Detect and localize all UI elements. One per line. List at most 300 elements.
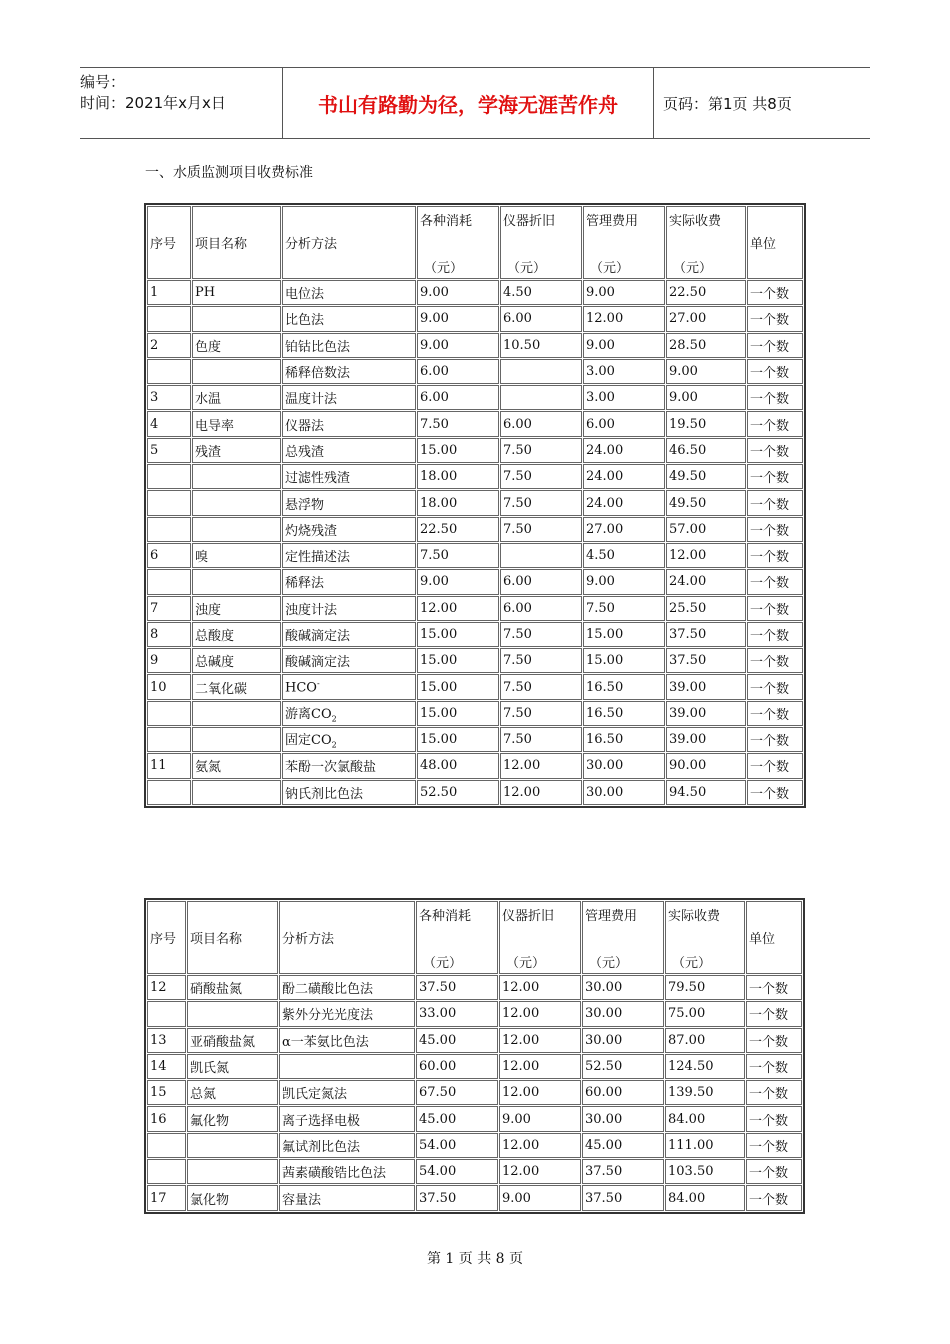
cell-actual: [666, 622, 746, 647]
cell-text: 水温: [195, 392, 222, 408]
cell-text: PH: [195, 285, 216, 301]
cell-text: 总残渣: [285, 444, 325, 460]
header-consumption: [417, 206, 499, 279]
cell-text: HCO: [285, 680, 317, 696]
cell-actual: [666, 543, 746, 568]
cell-text: 45.00: [419, 1111, 457, 1127]
cell-text: 7.50: [503, 705, 532, 721]
cell-text: 硝酸盐氮: [190, 982, 243, 998]
cell-text: 一个数: [750, 602, 790, 618]
cell-text: 12.00: [503, 784, 541, 800]
cell-method: [282, 385, 416, 410]
cell-text: 111.00: [668, 1137, 714, 1153]
cell-unit: [747, 490, 803, 515]
cell-actual: [666, 727, 746, 752]
cell-text: 12.00: [503, 758, 541, 774]
header-actual-label: 实际收费: [669, 214, 722, 229]
cell-depreciation: [500, 701, 582, 726]
fee-table-2: [144, 898, 805, 1214]
cell-consumption: [417, 333, 499, 358]
cell-seq: [147, 648, 191, 673]
cell-name: [192, 701, 281, 726]
cell-name: [192, 490, 281, 515]
cell-text: 84.00: [668, 1190, 706, 1206]
cell-consumption: [417, 464, 499, 489]
cell-text: 7.50: [503, 442, 532, 458]
header-seq: 序号: [147, 206, 191, 279]
cell-text: 氟试剂比色法: [282, 1139, 361, 1155]
cell-name: [187, 1106, 278, 1131]
cell-consumption: [416, 1080, 498, 1105]
cell-unit: [746, 1159, 802, 1184]
cell-management: [583, 359, 665, 384]
cell-depreciation: [500, 780, 582, 805]
cell-text: 15.00: [420, 679, 458, 695]
cell-text: 悬浮物: [285, 497, 325, 513]
table-row: [147, 753, 803, 778]
cell-method: [282, 517, 416, 542]
cell-text: 3.00: [586, 364, 615, 380]
table-row: [147, 1185, 802, 1210]
table-row: [147, 622, 803, 647]
cell-text: 一个数: [750, 287, 790, 303]
cell-unit: [746, 1106, 802, 1131]
cell-name: [187, 975, 278, 1000]
table-row: [147, 596, 803, 621]
header-consumption-unit: （元）: [423, 956, 463, 971]
cell-consumption: [417, 385, 499, 410]
cell-text: 28.50: [669, 337, 707, 353]
cell-text: 27.00: [669, 311, 707, 327]
cell-consumption: [417, 543, 499, 568]
cell-text: 茜素磺酸锆比色法: [282, 1166, 387, 1182]
chem-subscript: 2: [331, 740, 337, 750]
cell-name: [192, 622, 281, 647]
cell-text: 铂钴比色法: [285, 339, 351, 355]
cell-name: [192, 674, 281, 699]
cell-text: 124.50: [668, 1059, 714, 1075]
header-actual-unit: （元）: [673, 261, 713, 276]
cell-text: 79.50: [668, 980, 706, 996]
cell-seq: [147, 517, 191, 542]
header-consumption-label: 各种消耗: [419, 909, 472, 924]
cell-text: 6: [150, 548, 159, 564]
cell-text: 离子选择电极: [282, 1113, 361, 1129]
table-row: [147, 1054, 802, 1079]
cell-actual: [666, 411, 746, 436]
cell-text: 33.00: [419, 1006, 457, 1022]
cell-unit: [747, 596, 803, 621]
cell-consumption: [416, 1159, 498, 1184]
cell-unit: [747, 753, 803, 778]
cell-consumption: [417, 780, 499, 805]
cell-text: 46.50: [669, 442, 707, 458]
cell-text: 12.00: [502, 1032, 540, 1048]
cell-unit: [746, 1185, 802, 1210]
table-header-row: [147, 206, 803, 279]
header-depreciation-unit: （元）: [506, 956, 546, 971]
cell-name: [192, 359, 281, 384]
cell-consumption: [417, 569, 499, 594]
cell-text: 57.00: [669, 521, 707, 537]
cell-actual: [666, 333, 746, 358]
cell-depreciation: [500, 490, 582, 515]
cell-name: [192, 438, 281, 463]
cell-name: [192, 333, 281, 358]
cell-text: 84.00: [668, 1111, 706, 1127]
header-motto: 书山有路勤为径，学海无涯苦作舟: [282, 68, 654, 138]
cell-text: 30.00: [585, 1006, 623, 1022]
cell-depreciation: [500, 727, 582, 752]
cell-text: 75.00: [668, 1006, 706, 1022]
cell-actual: [666, 517, 746, 542]
cell-text: 6.00: [420, 390, 449, 406]
cell-text: 6.00: [586, 416, 615, 432]
cell-text: 3: [150, 390, 159, 406]
cell-text: 一个数: [750, 313, 790, 329]
cell-seq: [147, 1080, 186, 1105]
cell-text: 定性描述法: [285, 550, 351, 566]
table-row: [147, 306, 803, 331]
page-header: [80, 67, 870, 139]
cell-text: 一个数: [750, 471, 790, 487]
cell-actual: [665, 1133, 745, 1158]
cell-text: 仪器法: [285, 418, 325, 434]
cell-text: 游离CO: [285, 707, 332, 723]
cell-text: 16.50: [586, 705, 624, 721]
header-name: 项目名称: [192, 206, 281, 279]
cell-text: 6.00: [420, 364, 449, 380]
cell-text: 103.50: [668, 1164, 714, 1180]
cell-text: 一个数: [749, 1192, 789, 1208]
cell-depreciation: [499, 1159, 581, 1184]
cell-management: [583, 280, 665, 305]
cell-text: 7: [150, 600, 159, 616]
cell-text: 总碱度: [195, 655, 235, 671]
cell-text: 嗅: [195, 550, 209, 566]
cell-depreciation: [500, 543, 582, 568]
cell-text: 12.00: [502, 1085, 540, 1101]
cell-text: 15.00: [586, 627, 624, 642]
cell-method: [282, 490, 416, 515]
cell-text: 9.00: [420, 285, 449, 301]
cell-text: 37.50: [669, 653, 707, 669]
cell-text: 12.00: [502, 980, 540, 996]
section-title: 一、水质监测项目收费标准: [145, 165, 313, 181]
cell-unit: [746, 1133, 802, 1158]
cell-consumption: [416, 1133, 498, 1158]
cell-text: 一个数: [750, 444, 790, 460]
cell-management: [583, 543, 665, 568]
header-management-unit: （元）: [590, 261, 630, 276]
cell-method: [282, 780, 416, 805]
cell-text: 电导率: [195, 418, 235, 434]
cell-actual: [665, 1054, 745, 1079]
cell-text: 18.00: [420, 469, 458, 485]
cell-text: 15.00: [586, 653, 624, 669]
header-unit: 单位: [747, 206, 803, 279]
cell-text: 紫外分光光度法: [282, 1008, 374, 1024]
cell-name: [192, 385, 281, 410]
cell-text: 15: [150, 1085, 167, 1101]
cell-management: [583, 648, 665, 673]
cell-actual: [666, 753, 746, 778]
cell-actual: [665, 1185, 745, 1210]
table-row: [147, 1106, 802, 1131]
cell-name: [187, 1159, 278, 1184]
cell-depreciation: [500, 569, 582, 594]
cell-depreciation: [500, 596, 582, 621]
header-management-unit: （元）: [589, 956, 629, 971]
header-depreciation-label: 仪器折旧: [502, 909, 555, 924]
cell-method: [282, 753, 416, 778]
cell-text: 12.00: [669, 548, 707, 564]
cell-consumption: [417, 490, 499, 515]
cell-consumption: [417, 596, 499, 621]
cell-text: α一苯氨比色法: [282, 1034, 369, 1050]
cell-text: 一个数: [750, 523, 790, 539]
cell-text: 氯化物: [190, 1192, 230, 1208]
cell-text: 60.00: [585, 1085, 623, 1101]
cell-actual: [666, 674, 746, 699]
cell-depreciation: [500, 753, 582, 778]
cell-depreciation: [499, 1054, 581, 1079]
cell-text: 37.50: [585, 1164, 623, 1180]
cell-text: 27.00: [586, 521, 624, 537]
cell-name: [192, 517, 281, 542]
cell-text: 39.00: [669, 679, 707, 695]
cell-text: 9.00: [669, 364, 698, 380]
cell-depreciation: [499, 1106, 581, 1131]
cell-text: 12: [150, 980, 167, 996]
cell-seq: [147, 1054, 186, 1079]
header-actual-unit: （元）: [672, 956, 712, 971]
cell-text: 苯酚一次氯酸盐: [285, 760, 377, 776]
cell-method: [282, 648, 416, 673]
cell-management: [583, 464, 665, 489]
cell-text: 一个数: [749, 1113, 789, 1129]
cell-text: 9.00: [586, 574, 615, 590]
header-depreciation-label: 仪器折旧: [503, 214, 556, 229]
cell-name: [192, 411, 281, 436]
cell-text: 48.00: [420, 758, 458, 774]
cell-text: 37.50: [419, 980, 457, 996]
cell-depreciation: [500, 622, 582, 647]
cell-consumption: [416, 1028, 498, 1053]
cell-text: 15.00: [420, 732, 458, 748]
header-consumption: [416, 901, 498, 974]
cell-name: [187, 1133, 278, 1158]
header-management: [583, 206, 665, 279]
cell-text: 67.50: [419, 1085, 457, 1101]
cell-text: 4.50: [586, 548, 615, 564]
cell-text: 一个数: [749, 1087, 789, 1103]
table-row: [147, 438, 803, 463]
cell-actual: [666, 701, 746, 726]
cell-actual: [666, 464, 746, 489]
cell-management: [583, 411, 665, 436]
cell-name: [192, 780, 281, 805]
cell-name: [192, 648, 281, 673]
cell-text: 9: [150, 653, 159, 669]
table-row: [147, 1159, 802, 1184]
cell-text: 18.00: [420, 495, 458, 511]
cell-text: 37.50: [585, 1190, 623, 1206]
cell-text: 49.50: [669, 469, 707, 485]
cell-text: 45.00: [419, 1032, 457, 1048]
cell-seq: [147, 753, 191, 778]
cell-seq: [147, 975, 186, 1000]
cell-unit: [747, 727, 803, 752]
cell-text: 12.00: [502, 1164, 540, 1180]
cell-text: 60.00: [419, 1059, 457, 1075]
cell-text: 37.50: [669, 627, 707, 642]
cell-unit: [747, 674, 803, 699]
cell-method: [279, 1054, 415, 1079]
cell-unit: [747, 517, 803, 542]
cell-depreciation: [500, 517, 582, 542]
cell-text: 10: [150, 679, 167, 695]
cell-management: [582, 1001, 664, 1026]
cell-text: 13: [150, 1032, 167, 1048]
cell-text: 16.50: [586, 679, 624, 695]
cell-text: 17: [150, 1190, 167, 1206]
cell-text: 固定CO: [285, 733, 332, 749]
table-row: [147, 727, 803, 752]
cell-consumption: [416, 1185, 498, 1210]
chem-superscript: -: [316, 678, 320, 688]
cell-text: 一个数: [750, 550, 790, 566]
cell-text: 色度: [195, 339, 222, 355]
cell-seq: [147, 1185, 186, 1210]
cell-text: 8: [150, 627, 159, 642]
table-row: [147, 701, 803, 726]
cell-text: 一个数: [749, 982, 789, 998]
fee-table-1: [144, 203, 806, 808]
cell-text: 酸碱滴定法: [285, 655, 351, 671]
cell-text: 6.00: [503, 416, 532, 432]
cell-management: [582, 1106, 664, 1131]
cell-actual: [665, 975, 745, 1000]
cell-method: [279, 1133, 415, 1158]
cell-consumption: [417, 280, 499, 305]
cell-management: [582, 1054, 664, 1079]
cell-text: 30.00: [585, 1032, 623, 1048]
cell-management: [583, 753, 665, 778]
cell-actual: [666, 306, 746, 331]
table-row: [147, 280, 803, 305]
cell-text: 19.50: [669, 416, 707, 432]
table-row: [147, 1001, 802, 1026]
cell-unit: [747, 464, 803, 489]
cell-text: 45.00: [585, 1137, 623, 1153]
cell-text: 7.50: [503, 495, 532, 511]
cell-text: 11: [150, 758, 167, 774]
cell-text: 12.00: [586, 311, 624, 327]
cell-text: 一个数: [750, 760, 790, 776]
cell-text: 4: [150, 416, 159, 432]
serial-label: 编号：: [80, 73, 126, 91]
cell-text: 30.00: [585, 980, 623, 996]
cell-text: 7.50: [503, 679, 532, 695]
cell-text: 灼烧残渣: [285, 523, 338, 539]
cell-name: [192, 727, 281, 752]
cell-consumption: [416, 1001, 498, 1026]
cell-seq: [147, 1001, 186, 1026]
cell-text: 一个数: [750, 497, 790, 513]
cell-text: 一个数: [750, 681, 790, 697]
chem-subscript: 2: [331, 714, 337, 724]
cell-text: 9.00: [420, 574, 449, 590]
cell-depreciation: [500, 648, 582, 673]
cell-consumption: [417, 753, 499, 778]
cell-actual: [666, 596, 746, 621]
cell-text: 钠氏剂比色法: [285, 786, 364, 802]
table-row: [147, 648, 803, 673]
cell-text: 15.00: [420, 627, 458, 642]
cell-text: 39.00: [669, 732, 707, 748]
header-actual-label: 实际收费: [668, 909, 721, 924]
cell-text: 比色法: [285, 313, 325, 329]
cell-text: 30.00: [585, 1111, 623, 1127]
header-meta: [80, 68, 282, 138]
cell-text: 一个数: [750, 707, 790, 723]
cell-unit: [747, 569, 803, 594]
cell-text: 24.00: [586, 495, 624, 511]
table-row: [147, 1028, 802, 1053]
cell-management: [583, 701, 665, 726]
cell-unit: [747, 543, 803, 568]
cell-depreciation: [499, 1028, 581, 1053]
table-row: [147, 1080, 802, 1105]
cell-text: 7.50: [503, 627, 532, 642]
cell-text: 一个数: [750, 786, 790, 802]
cell-text: 氟化物: [190, 1113, 230, 1129]
cell-text: 浊度: [195, 602, 222, 618]
cell-text: 9.00: [420, 311, 449, 327]
cell-text: 25.50: [669, 600, 707, 616]
cell-text: 残渣: [195, 444, 222, 460]
table-row: [147, 780, 803, 805]
cell-text: 7.50: [586, 600, 615, 616]
table-row: [147, 359, 803, 384]
cell-text: 一个数: [750, 629, 790, 644]
cell-unit: [747, 411, 803, 436]
cell-name: [192, 543, 281, 568]
cell-consumption: [417, 306, 499, 331]
header-consumption-label: 各种消耗: [420, 214, 473, 229]
cell-text: 7.50: [420, 416, 449, 432]
cell-name: [187, 1054, 278, 1079]
cell-method: [279, 1028, 415, 1053]
cell-management: [583, 306, 665, 331]
cell-consumption: [416, 975, 498, 1000]
cell-depreciation: [499, 1185, 581, 1210]
cell-unit: [747, 438, 803, 463]
cell-method: [282, 674, 416, 699]
cell-text: 90.00: [669, 758, 707, 774]
cell-text: 一个数: [749, 1166, 789, 1182]
cell-method: [279, 1001, 415, 1026]
cell-text: 3.00: [586, 390, 615, 406]
cell-unit: [746, 1080, 802, 1105]
table-header-row: [147, 901, 802, 974]
cell-actual: [666, 569, 746, 594]
cell-management: [582, 1133, 664, 1158]
cell-seq: [147, 543, 191, 568]
header-management-label: 管理费用: [585, 909, 638, 924]
cell-text: 6.00: [503, 311, 532, 327]
